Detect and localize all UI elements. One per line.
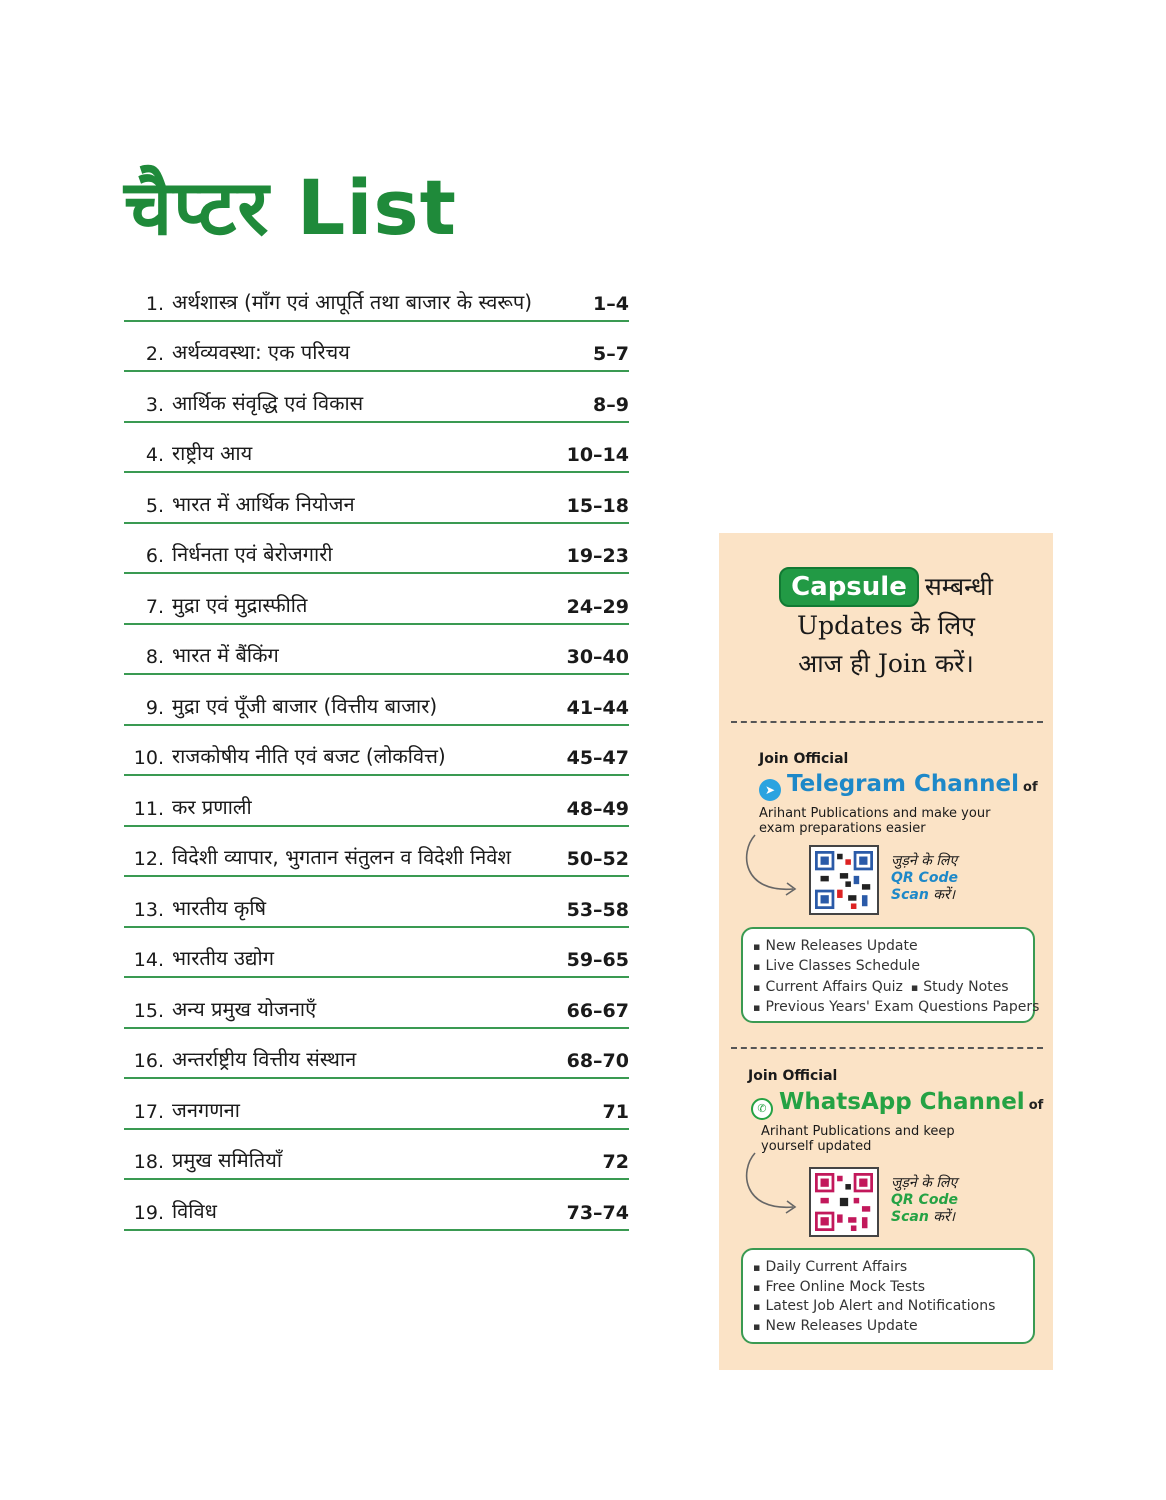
panel-heading	[719, 567, 1053, 683]
whatsapp-features-box	[741, 1248, 1035, 1344]
heading-line1-text: सम्बन्धी	[924, 572, 993, 601]
chapter-title: निर्धनता एवं बेरोजगारी	[172, 542, 333, 566]
scan-word: Scan	[891, 1209, 929, 1225]
whatsapp-icon: ✆	[751, 1098, 773, 1120]
telegram-join-label: Join Official	[759, 751, 849, 767]
qr-icon	[815, 1173, 873, 1231]
chapter-title: भारतीय कृषि	[172, 895, 267, 920]
chapter-number: 9.	[145, 696, 164, 719]
chapter-row[interactable]	[124, 322, 629, 373]
heading-line3: आज ही Join करें।	[798, 649, 974, 678]
chapter-pages: 24–29	[566, 595, 629, 618]
telegram-features-box	[741, 927, 1040, 1023]
divider-dashed	[731, 721, 1043, 723]
curved-arrow-icon	[741, 833, 805, 903]
telegram-scan-text	[891, 853, 958, 904]
chapter-pages: 45–47	[566, 747, 629, 769]
chapter-number: 2.	[145, 343, 164, 365]
chapter-row[interactable]	[124, 524, 629, 575]
chapter-row[interactable]	[124, 827, 629, 878]
chapter-pages: 8–9	[593, 393, 629, 416]
chapter-title: मुद्रा एवं मुद्रास्फीति	[172, 592, 308, 617]
chapter-title: जनगणना	[172, 1097, 240, 1122]
chapter-pages: 41–44	[566, 696, 629, 719]
chapter-row[interactable]	[124, 776, 629, 827]
chapter-pages: 72	[602, 1151, 629, 1173]
chapter-row[interactable]	[124, 877, 629, 928]
scan-qr-word: QR Code	[891, 870, 958, 886]
chapter-row[interactable]	[124, 1029, 629, 1080]
telegram-desc: Arihant Publications and make your exam preparations easier	[759, 806, 991, 836]
chapter-pages: 15–18	[566, 494, 629, 517]
chapter-number: 19.	[133, 1201, 164, 1224]
chapter-number: 16.	[133, 1050, 164, 1072]
chapter-row[interactable]	[124, 1180, 629, 1231]
chapter-number: 11.	[133, 797, 164, 820]
qr-icon	[815, 851, 873, 909]
chapter-number: 13.	[133, 898, 164, 921]
chapter-title: अन्य प्रमुख योजनाएँ	[172, 996, 317, 1021]
scan-qr-word: QR Code	[891, 1192, 958, 1208]
list-item: ▪ New Releases Update	[753, 1317, 1023, 1337]
chapter-pages: 73–74	[566, 1201, 629, 1224]
chapter-row[interactable]	[124, 726, 629, 777]
chapter-title: आर्थिक संवृद्धि एवं विकास	[172, 390, 364, 415]
curved-arrow-icon	[741, 1151, 805, 1221]
chapter-title: अर्थव्यवस्था: एक परिचय	[172, 340, 350, 364]
list-item: ▪ Daily Current Affairs	[753, 1258, 1023, 1278]
chapter-pages: 53–58	[566, 898, 629, 921]
list-item: ▪ Study Notes	[911, 978, 1009, 998]
chapter-number: 18.	[133, 1151, 164, 1173]
chapter-title: प्रमुख समितियाँ	[172, 1148, 283, 1172]
chapter-title: राजकोषीय नीति एवं बजट (लोकवित्त)	[172, 744, 446, 768]
whatsapp-channel-name: WhatsApp Channel	[779, 1089, 1025, 1115]
chapter-number: 7.	[145, 595, 164, 618]
scan-line1: जुड़ने के लिए	[891, 1175, 958, 1191]
chapter-row[interactable]	[124, 1130, 629, 1181]
chapter-pages: 68–70	[566, 1050, 629, 1072]
chapter-pages: 71	[602, 1100, 629, 1123]
list-item: ▪ Latest Job Alert and Notifications	[753, 1297, 1023, 1317]
list-item: ▪ Current Affairs Quiz	[753, 978, 903, 998]
chapter-pages: 19–23	[566, 545, 629, 567]
telegram-channel-link[interactable]	[759, 771, 1038, 801]
telegram-qr-code[interactable]	[809, 845, 879, 915]
chapter-pages: 50–52	[566, 848, 629, 870]
chapter-pages: 59–65	[566, 949, 629, 971]
chapter-title: विदेशी व्यापार, भुगतान संतुलन व विदेशी निवेश	[172, 845, 511, 869]
chapter-pages: 30–40	[566, 646, 629, 668]
divider-dashed	[731, 1047, 1043, 1049]
chapter-number: 15.	[133, 999, 164, 1022]
chapter-number: 1.	[145, 292, 164, 315]
chapter-number: 6.	[145, 545, 164, 567]
chapter-pages: 1–4	[593, 292, 629, 315]
chapter-row[interactable]	[124, 423, 629, 474]
chapter-pages: 48–49	[566, 797, 629, 820]
chapter-title: अन्तर्राष्ट्रीय वित्तीय संस्थान	[172, 1047, 357, 1071]
list-item: ▪ Free Online Mock Tests	[753, 1278, 1023, 1298]
whatsapp-scan-text	[891, 1175, 958, 1226]
capsule-badge: Capsule	[779, 567, 919, 607]
chapter-title: भारत में बैंकिंग	[172, 643, 279, 667]
whatsapp-join-label: Join Official	[748, 1068, 838, 1084]
whatsapp-of: of	[1028, 1098, 1044, 1113]
scan-line1: जुड़ने के लिए	[891, 853, 958, 869]
list-item: ▪ Previous Years' Exam Questions Papers	[753, 998, 1023, 1018]
chapter-row[interactable]	[124, 1079, 629, 1130]
chapter-title: विविध	[172, 1198, 217, 1223]
chapter-number: 12.	[133, 848, 164, 870]
chapter-title: राष्ट्रीय आय	[172, 441, 253, 465]
chapter-number: 8.	[145, 646, 164, 668]
telegram-channel-name: Telegram Channel	[787, 771, 1020, 797]
chapter-title: मुद्रा एवं पूँजी बाजार (वित्तीय बाजार)	[172, 693, 438, 718]
list-item-row	[753, 976, 1023, 998]
chapter-list	[124, 271, 629, 1231]
chapter-title: अर्थशास्त्र (माँग एवं आपूर्ति तथा बाजार के स्वरूप)	[172, 289, 533, 314]
chapter-row[interactable]	[124, 675, 629, 726]
scan-word: Scan	[891, 887, 929, 903]
telegram-of: of	[1023, 780, 1038, 795]
chapter-title: भारतीय उद्योग	[172, 946, 274, 970]
chapter-number: 4.	[145, 444, 164, 466]
chapter-number: 14.	[133, 949, 164, 971]
list-item: ▪ Live Classes Schedule	[753, 957, 1023, 977]
list-item: ▪ New Releases Update	[753, 937, 1023, 957]
chapter-pages: 10–14	[566, 444, 629, 466]
chapter-number: 5.	[145, 494, 164, 517]
whatsapp-qr-code[interactable]	[809, 1167, 879, 1237]
promo-panel	[719, 533, 1053, 1370]
chapter-row[interactable]	[124, 473, 629, 524]
chapter-row[interactable]	[124, 372, 629, 423]
chapter-number: 17.	[133, 1100, 164, 1123]
scan-suffix: करें।	[933, 887, 956, 903]
chapter-pages: 66–67	[566, 999, 629, 1022]
whatsapp-desc: Arihant Publications and keep yourself updated	[761, 1124, 955, 1154]
page-title: चैप्टर List	[124, 163, 457, 252]
whatsapp-channel-link[interactable]	[751, 1089, 1043, 1120]
chapter-row[interactable]	[124, 271, 629, 322]
chapter-number: 10.	[133, 747, 164, 769]
heading-line2: Updates के लिए	[797, 611, 975, 640]
chapter-pages: 5–7	[593, 343, 629, 365]
chapter-row[interactable]	[124, 625, 629, 676]
telegram-icon: ➤	[759, 779, 781, 801]
scan-suffix: करें।	[933, 1209, 956, 1225]
chapter-title: कर प्रणाली	[172, 794, 252, 819]
chapter-row[interactable]	[124, 574, 629, 625]
chapter-row[interactable]	[124, 978, 629, 1029]
chapter-row[interactable]	[124, 928, 629, 979]
chapter-title: भारत में आर्थिक नियोजन	[172, 491, 355, 516]
chapter-number: 3.	[145, 393, 164, 416]
